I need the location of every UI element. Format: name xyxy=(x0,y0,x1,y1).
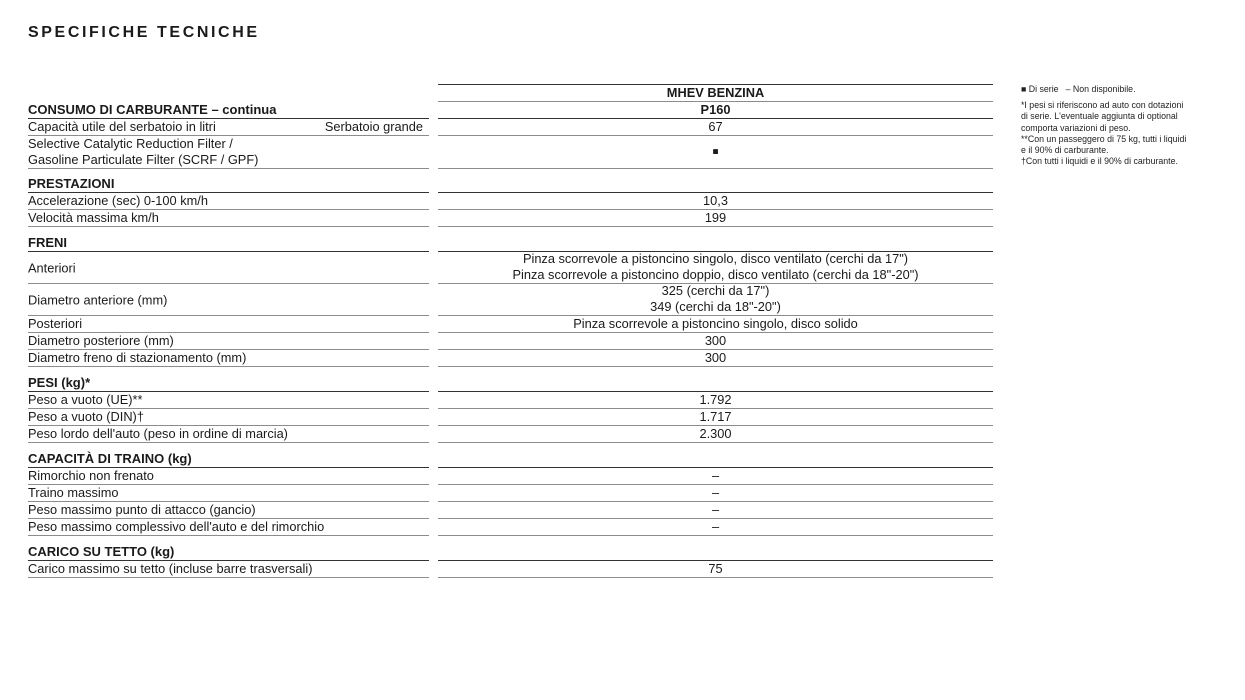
section-title-pesi: PESI (kg)* xyxy=(28,374,91,390)
row-label: Velocità massima km/h xyxy=(28,209,159,225)
row-value: Pinza scorrevole a pistoncino singolo, disco solido xyxy=(573,315,858,331)
row-label: Accelerazione (sec) 0-100 km/h xyxy=(28,192,208,208)
row-label-line-2: Gasoline Particulate Filter (SCRF / GPF) xyxy=(28,151,259,167)
row-label: Traino massimo xyxy=(28,484,119,500)
row-value: – xyxy=(711,467,720,483)
table-row xyxy=(0,485,1245,502)
footnote-line: comporta variazioni di peso. xyxy=(1021,122,1131,133)
footnote-line: e il 90% di carburante. xyxy=(1021,145,1109,156)
footnote-line: †Con tutti i liquidi e il 90% di carburante. xyxy=(1021,156,1178,167)
row-label: Carico massimo su tetto (incluse barre trasversali) xyxy=(28,560,313,576)
table-row xyxy=(0,519,1245,536)
footnote-line: *I pesi si riferiscono ad auto con dotazioni xyxy=(1021,100,1184,111)
table-row xyxy=(0,392,1245,409)
row-value: 199 xyxy=(704,209,727,225)
row-value-line-2: 349 (cerchi da 18"-20") xyxy=(650,298,781,314)
row-label xyxy=(28,136,258,167)
section-title-prestazioni: PRESTAZIONI xyxy=(28,175,115,191)
row-sublabel: Serbatoio grande xyxy=(324,118,423,134)
table-row xyxy=(0,284,1245,316)
row-value: 1.792 xyxy=(699,391,732,407)
row-label: Diametro anteriore (mm) xyxy=(28,291,168,307)
table-row xyxy=(0,252,1245,284)
header-model: P160 xyxy=(700,101,731,117)
row-label: Rimorchio non frenato xyxy=(28,467,154,483)
row-value: 1.717 xyxy=(699,408,732,424)
page-title: SPECIFICHE TECNICHE xyxy=(28,24,260,41)
row-value: 300 xyxy=(704,332,727,348)
row-value: 75 xyxy=(708,560,723,576)
section-title-tetto: CARICO SU TETTO (kg) xyxy=(28,543,175,559)
row-label: Anteriori xyxy=(28,259,76,275)
footnotes xyxy=(1021,84,1221,167)
row-value: – xyxy=(711,501,720,517)
section-title-traino: CAPACITÀ DI TRAINO (kg) xyxy=(28,450,192,466)
row-value xyxy=(438,251,993,282)
row-label: Peso massimo complessivo dell'auto e del rimorchio xyxy=(28,518,325,534)
row-value xyxy=(438,283,993,314)
row-value: 67 xyxy=(708,118,723,134)
table-row xyxy=(0,333,1245,350)
table-row xyxy=(0,468,1245,485)
section-row-traino xyxy=(0,443,1245,468)
standard-mark-icon: ■ xyxy=(712,146,719,158)
legend-standard: ■ Di serie xyxy=(1021,84,1059,94)
section-title-consumo: CONSUMO DI CARBURANTE – continua xyxy=(28,101,277,117)
row-label: Diametro freno di stazionamento (mm) xyxy=(28,349,247,365)
footnote-line: di serie. L'eventuale aggiunta di optional xyxy=(1021,111,1178,122)
row-label: Posteriori xyxy=(28,315,83,331)
row-value: – xyxy=(711,484,720,500)
footnote-line: **Con un passeggero di 75 kg, tutti i liquidi xyxy=(1021,133,1187,144)
row-value: 300 xyxy=(704,349,727,365)
row-label: Capacità utile del serbatoio in litri xyxy=(28,118,216,134)
row-value-line-2: Pinza scorrevole a pistoncino doppio, disco ventilato (cerchi da 18"-20") xyxy=(512,266,919,282)
table-row xyxy=(0,193,1245,210)
table-row xyxy=(0,350,1245,367)
row-label: Peso a vuoto (DIN)† xyxy=(28,408,144,424)
section-row-prestazioni xyxy=(0,169,1245,193)
table-row xyxy=(0,409,1245,426)
table-row xyxy=(0,502,1245,519)
table-row xyxy=(0,316,1245,333)
row-label: Peso lordo dell'auto (peso in ordine di marcia) xyxy=(28,425,288,441)
row-label-line-1: Selective Catalytic Reduction Filter / xyxy=(28,136,233,151)
table-row xyxy=(0,210,1245,227)
row-label: Diametro posteriore (mm) xyxy=(28,332,174,348)
table-row xyxy=(0,561,1245,578)
row-label: Peso massimo punto di attacco (gancio) xyxy=(28,501,256,517)
header-powertrain: MHEV BENZINA xyxy=(666,84,765,100)
legend-not-available: – Non disponibile. xyxy=(1065,84,1136,94)
row-value-line-1: 325 (cerchi da 17") xyxy=(661,283,770,298)
row-value-line-1: Pinza scorrevole a pistoncino singolo, disco ventilato (cerchi da 17") xyxy=(522,251,909,266)
section-row-pesi xyxy=(0,367,1245,392)
section-title-freni: FRENI xyxy=(28,234,67,250)
table-row xyxy=(0,426,1245,443)
row-value: – xyxy=(711,518,720,534)
legend xyxy=(1021,84,1221,95)
row-value: 10,3 xyxy=(703,192,728,208)
section-row-freni xyxy=(0,227,1245,252)
row-value: 2.300 xyxy=(699,425,732,441)
row-label: Peso a vuoto (UE)** xyxy=(28,391,143,407)
section-row-tetto xyxy=(0,536,1245,561)
